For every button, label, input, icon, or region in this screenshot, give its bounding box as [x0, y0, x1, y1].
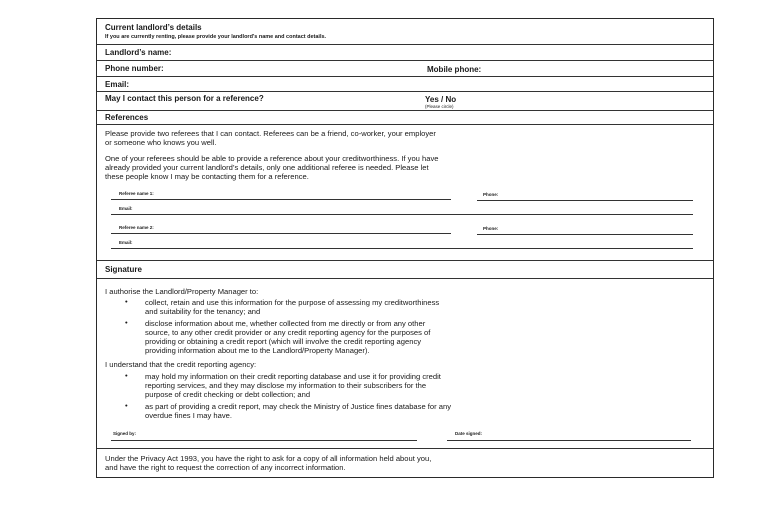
referee2-name-label: Referee name 2: [119, 225, 154, 230]
references-para2-line3: these people know I may be contacting them for a reference. [105, 172, 309, 181]
referee2-email-line[interactable] [111, 248, 693, 249]
references-para2-line1: One of your referees should be able to provide a reference about your creditworthiness. If you have [105, 154, 439, 163]
mobile-phone-label: Mobile phone: [427, 65, 482, 74]
landlord-header-row [97, 19, 713, 45]
signed-by-line[interactable] [111, 440, 417, 441]
bullet-dot: • [125, 318, 128, 327]
privacy-line2: and have the right to request the correction of any incorrect information. [105, 463, 346, 472]
bullet3-line3: purpose of credit checking or debt collection; and [145, 390, 311, 399]
referee1-name-label: Referee name 1: [119, 191, 154, 196]
bullet2-line4: providing information about me to the Landlord/Property Manager). [145, 346, 370, 355]
please-circle-note: (Please circle) [425, 104, 454, 109]
bullet1-line1: collect, retain and use this information for the purpose of assessing my creditworthiness [145, 298, 440, 307]
privacy-notice [97, 449, 713, 477]
bullet-dot: • [125, 371, 128, 380]
signature-body [97, 279, 713, 449]
yes-no-option[interactable]: Yes / No [425, 95, 457, 104]
bullet3-line1: may hold my information on their credit reporting database and use it for providing credit [145, 372, 441, 381]
references-header-row [97, 111, 713, 125]
bullet2-line3: providing or obtaining a credit report (which will involve the credit reporting agency [145, 337, 422, 346]
signed-by-label: Signed by: [113, 431, 137, 436]
referee2-phone-line[interactable] [477, 234, 693, 235]
landlord-name-label: Landlord’s name: [105, 48, 172, 57]
understand-statement: I understand that the credit reporting agency: [105, 360, 257, 369]
referee1-name-line[interactable] [111, 199, 451, 200]
references-para1-line2: or someone who knows you well. [105, 138, 217, 147]
bullet1-line2: and suitability for the tenancy; and [145, 307, 261, 316]
bullet4-line1: as part of providing a credit report, may check the Ministry of Justice fines database for any [145, 402, 452, 411]
date-signed-label: Date signed: [455, 431, 483, 436]
date-signed-line[interactable] [447, 440, 691, 441]
signature-header-row [97, 261, 713, 279]
bullet2-line1: disclose information about me, whether collected from me directly or from any other [145, 319, 426, 328]
referee2-email-label: Email: [119, 240, 133, 245]
references-body [97, 125, 713, 261]
bullet3-line2: reporting services, and they may disclose my information to their subscribers for the [145, 381, 427, 390]
referee1-phone-label: Phone: [483, 192, 499, 197]
referee1-phone-line[interactable] [477, 200, 693, 201]
phone-number-label: Phone number: [105, 64, 164, 73]
referee1-email-label: Email: [119, 206, 133, 211]
signature-header: Signature [105, 265, 142, 274]
referee2-phone-label: Phone: [483, 226, 499, 231]
references-para2-line2: already provided your current landlord’s details, only one additional referee is needed. Please let [105, 163, 429, 172]
referee1-email-line[interactable] [111, 214, 693, 215]
privacy-line1: Under the Privacy Act 1993, you have the right to ask for a copy of all information held about you, [105, 454, 432, 463]
landlord-name-row[interactable] [97, 45, 713, 61]
contact-permission-row [97, 92, 713, 111]
landlord-subheader: If you are currently renting, please provide your landlord’s name and contact details. [105, 34, 327, 40]
bullet-dot: • [125, 297, 128, 306]
references-para1-line1: Please provide two referees that I can contact. Referees can be a friend, co-worker, your employer [105, 129, 436, 138]
bullet2-line2: source, to any other credit provider or any credit reporting agency for the purposes of [145, 328, 431, 337]
referee2-name-line[interactable] [111, 233, 451, 234]
bullet-dot: • [125, 401, 128, 410]
landlord-email-label: Email: [105, 80, 130, 89]
bullet4-line2: overdue fines I may have. [145, 411, 232, 420]
contact-question: May I contact this person for a reference? [105, 94, 264, 103]
authorise-statement: I authorise the Landlord/Property Manager to: [105, 287, 259, 296]
landlord-header: Current landlord’s details [105, 23, 202, 32]
landlord-email-row[interactable] [97, 77, 713, 92]
references-header: References [105, 113, 149, 122]
landlord-phone-row[interactable] [97, 61, 713, 77]
tenancy-form [96, 18, 714, 478]
